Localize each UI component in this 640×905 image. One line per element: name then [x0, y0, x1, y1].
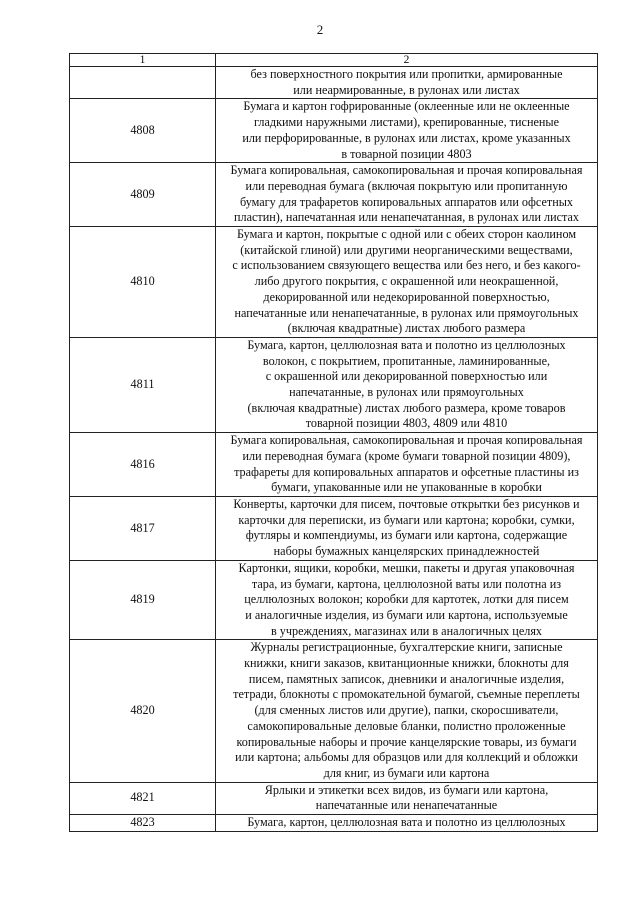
description-line: декорированной или недекорированной поверхностью,	[263, 289, 550, 304]
column-header-description: 2	[216, 54, 598, 67]
description-line: товарной позиции 4803, 4809 или 4810	[305, 416, 508, 431]
commodity-code: 4823	[70, 815, 216, 832]
description-line: или перфорированные, в рулонах или листах, кроме указанных	[242, 130, 571, 145]
description-line: (включая квадратные) листах любого размера	[287, 321, 526, 336]
table-header-row	[70, 54, 598, 67]
description-line: напечатанные, в рулонах или прямоугольных	[289, 385, 524, 400]
commodity-description	[216, 782, 598, 814]
commodity-description	[216, 496, 598, 560]
description-line: или картона; альбомы для образцов или для коллекций и обложки	[235, 750, 578, 765]
description-line: книжки, книги заказов, квитанционные книжки, блокноты для	[244, 656, 569, 671]
description-line: в учреждениях, магазинах или в аналогичных целях	[270, 623, 543, 638]
description-line: Бумага, картон, целлюлозная вата и полотно из целлюлозных	[247, 337, 566, 352]
description-line: бумагу для трафаретов копировальных аппаратов или офсетных	[239, 194, 574, 209]
commodity-description	[216, 560, 598, 640]
description-line: напечатанные или ненапечатанные	[315, 798, 498, 813]
description-line: с использованием связующего вещества или без него, и без какого-	[232, 258, 581, 273]
description-line: копировальные наборы и прочие канцелярские товары, из бумаги	[236, 734, 577, 749]
commodity-code: 4811	[70, 337, 216, 432]
description-line: Бумага, картон, целлюлозная вата и полотно из целлюлозных	[247, 815, 566, 830]
description-line: либо другого покрытия, с окрашенной или неокрашенной,	[254, 274, 559, 289]
description-line: Журналы регистрационные, бухгалтерские книги, записные	[250, 640, 563, 655]
description-line: карточки для переписки, из бумаги или картона; коробки, сумки,	[238, 512, 575, 527]
table-row	[70, 227, 598, 338]
description-line: (для сменных листов или другие), папки, скоросшиватели,	[254, 703, 559, 718]
commodity-description	[216, 67, 598, 99]
table-row	[70, 67, 598, 99]
description-line: пластин), напечатанная или ненапечатанная, в рулонах или листах	[233, 210, 580, 225]
commodity-code: 4810	[70, 227, 216, 338]
description-line: тетради, блокноты с промокательной бумагой, съемные переплеты	[233, 687, 580, 702]
commodity-code: 4809	[70, 163, 216, 227]
description-line: для книг, из бумаги или картона	[323, 765, 490, 780]
description-line: или переводная бумага (включая покрытую или пропитанную	[245, 178, 568, 193]
commodity-description	[216, 815, 598, 832]
column-header-code: 1	[70, 54, 216, 67]
description-line: бумаги, упакованные или не упакованные в коробки	[271, 480, 542, 495]
table-row	[70, 815, 598, 832]
commodity-description	[216, 227, 598, 338]
commodity-description	[216, 433, 598, 497]
description-line: Бумага копировальная, самокопировальная и прочая копировальная	[230, 433, 583, 448]
description-line: Конверты, карточки для писем, почтовые открытки без рисунков и	[233, 496, 580, 511]
description-line: гладкими наружными листами), крепированные, тисненые	[254, 115, 559, 130]
table-row	[70, 560, 598, 640]
table-row	[70, 99, 598, 163]
table-row	[70, 163, 598, 227]
page-number: 2	[316, 22, 324, 37]
description-line: Картонки, ящики, коробки, мешки, пакеты и другая упаковочная	[238, 560, 575, 575]
commodity-code: 4821	[70, 782, 216, 814]
commodity-description	[216, 163, 598, 227]
description-line: футляры и компендиумы, из бумаги или картона, содержащие	[245, 528, 568, 543]
commodity-code-table	[69, 53, 598, 832]
description-line: или переводная бумага (кроме бумаги товарной позиции 4809),	[242, 448, 571, 463]
description-line: без поверхностного покрытия или пропитки, армированные	[250, 67, 563, 81]
description-line: тара, из бумаги, картона, целлюлозной ваты или полотна из	[251, 576, 562, 591]
commodity-code: 4808	[70, 99, 216, 163]
commodity-code: 4819	[70, 560, 216, 640]
commodity-code	[70, 67, 216, 99]
commodity-description	[216, 99, 598, 163]
commodity-description	[216, 337, 598, 432]
description-line: или неармированные, в рулонах или листах	[293, 82, 520, 97]
description-line: целлюлозных волокон; коробки для картотек, лотки для писем	[244, 592, 569, 607]
description-line: писем, памятных записок, дневники и аналогичные изделия,	[248, 671, 565, 686]
description-line: с окрашенной или декорированной поверхностью или	[265, 369, 548, 384]
commodity-description	[216, 640, 598, 782]
description-line: волокон, с покрытием, пропитанные, ламинированные,	[262, 353, 551, 368]
table-row	[70, 640, 598, 782]
description-line: трафареты для копировальных аппаратов и офсетные пластины из	[234, 464, 579, 479]
description-line: Бумага и картон, покрытые с одной или с обеих сторон каолином	[236, 227, 577, 242]
description-line: наборы бумажных канцелярских принадлежностей	[273, 544, 540, 559]
description-line: самокопировальные деловые бланки, полистно проложенные	[247, 718, 566, 733]
commodity-code: 4816	[70, 433, 216, 497]
description-line: напечатанные или ненапечатанные, в рулонах или прямоугольных	[234, 305, 579, 320]
commodity-code: 4820	[70, 640, 216, 782]
description-line: и аналогичные изделия, из бумаги или картона, используемые	[245, 607, 568, 622]
description-line: Бумага и картон гофрированные (оклеенные или не оклеенные	[243, 99, 570, 114]
table-row	[70, 496, 598, 560]
table-row	[70, 433, 598, 497]
commodity-code: 4817	[70, 496, 216, 560]
description-line: Ярлыки и этикетки всех видов, из бумаги или картона,	[264, 782, 549, 797]
description-line: (включая квадратные) листах любого размера, кроме товаров	[247, 400, 566, 415]
description-line: Бумага копировальная, самокопировальная и прочая копировальная	[230, 163, 583, 178]
table-row	[70, 337, 598, 432]
description-line: (китайской глиной) или другими неорганическими веществами,	[240, 242, 573, 257]
table-row	[70, 782, 598, 814]
description-line: в товарной позиции 4803	[341, 146, 472, 161]
